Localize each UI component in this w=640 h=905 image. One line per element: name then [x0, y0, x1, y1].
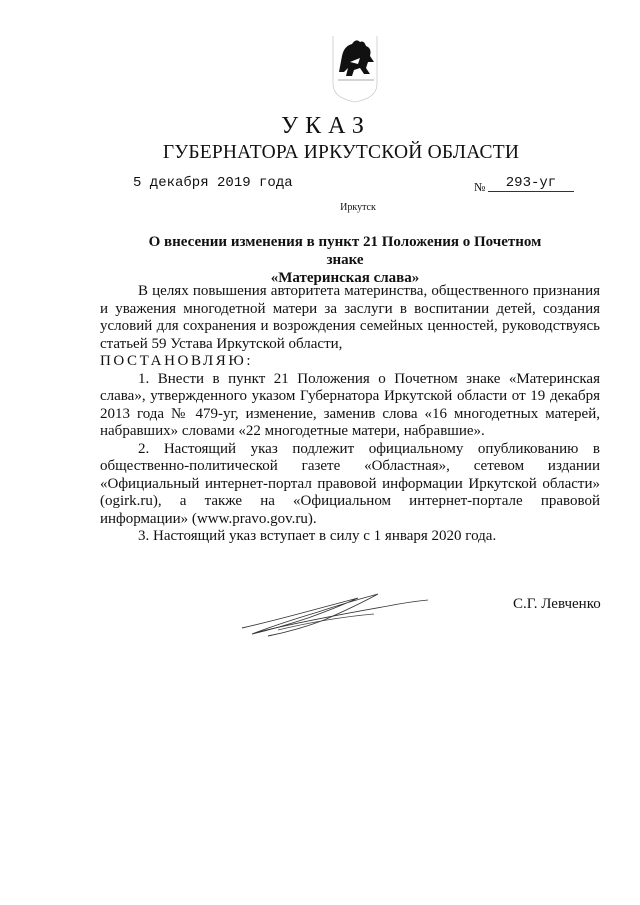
handwritten-signature-icon	[238, 584, 438, 644]
decree-word: ПОСТАНОВЛЯЮ:	[100, 353, 254, 369]
document-type: УКАЗ	[281, 113, 371, 139]
heading-line-1: О внесении изменения в пункт 21 Положения о Почетном знаке	[148, 234, 542, 268]
item-2: 2. Настоящий указ подлежит официальному опубликованию в общественно-политической газете «Областная», сетевом издании «Официальный интернет-портал правовой информации Иркутской области» (ogirk.ru), а также на «Официальном интернет-портале правовой информации» (www.pravo.gov.ru).	[100, 440, 600, 527]
irkutsk-coat-of-arms-icon	[330, 32, 380, 104]
document-date: 5 декабря 2019 года	[133, 175, 293, 191]
document-heading	[130, 233, 560, 287]
document-number: 293-уг	[488, 175, 574, 192]
heading-line-2: «Материнская слава»	[270, 270, 420, 286]
item-3: 3. Настоящий указ вступает в силу с 1 января 2020 года.	[138, 528, 497, 544]
signer-name: С.Г. Левченко	[513, 596, 601, 612]
document-city: Иркутск	[340, 202, 376, 213]
item-1: 1. Внести в пункт 21 Положения о Почетном знаке «Материнская слава», утвержденного указом Губернатора Иркутской области от 19 декабря 2013 года № 479-уг, изменение, заменив слова «16 многодетных матерей, набравших» словами «22 многодетные матери, набравшие».	[100, 370, 600, 439]
issuer-title: ГУБЕРНАТОРА ИРКУТСКОЙ ОБЛАСТИ	[162, 142, 520, 163]
number-sign: №	[474, 180, 486, 194]
intro-paragraph: В целях повышения авторитета материнства, общественного признания и уважения многодетной матери за заслуги в воспитании детей, создания условий для сохранения и возрождения семейных ценностей, руководствуясь статьей 59 Устава Иркутской области,	[100, 283, 600, 352]
document-body	[100, 283, 600, 546]
